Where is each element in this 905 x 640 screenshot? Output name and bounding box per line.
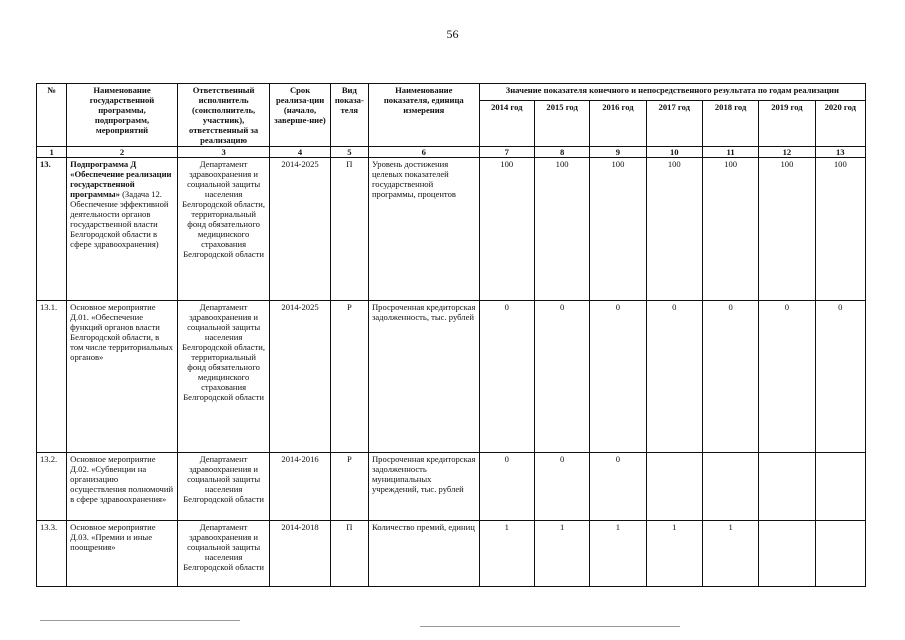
subprogram-title: Подпрограмма Д «Обеспечение реализации государственной программы» <box>70 159 172 199</box>
row-value: 100 <box>759 158 815 301</box>
row-value: 100 <box>590 158 646 301</box>
page-number: 56 <box>446 27 459 41</box>
row-indicator: Уровень достижения целевых показателей государственной программы, процентов <box>368 158 479 301</box>
row-executor: Департамент здравоохранения и социальной защиты населения Белгородской области, территориальный фонд обязательного медицинского страхования Белгородской области <box>177 301 270 453</box>
row-name: Основное мероприятие Д.02. «Субвенции на организацию осуществления полномочий в сфере здравоохранения» <box>67 453 178 521</box>
row-value: 0 <box>590 301 646 453</box>
row-value: 0 <box>479 301 534 453</box>
subprogram-task: (Задача 12. Обеспечение эффективной деятельности органов государственной власти Белгородской области в сфере здравоохранения) <box>70 189 169 249</box>
row-value <box>815 521 865 587</box>
row-executor: Департамент здравоохранения и социальной защиты населения Белгородской области <box>177 521 270 587</box>
row-value: 100 <box>646 158 702 301</box>
row-period: 2014-2025 <box>270 158 330 301</box>
row-indicator: Просроченная кредиторская задолженность, тыс. рублей <box>368 301 479 453</box>
row-value: 0 <box>534 453 589 521</box>
row-value: 0 <box>646 301 702 453</box>
row-value: 1 <box>534 521 589 587</box>
row-value: 100 <box>815 158 865 301</box>
row-value <box>759 521 815 587</box>
column-number: 11 <box>702 147 758 158</box>
header-indicator-name: Наименование показателя, единица измерения <box>368 84 479 147</box>
column-number: 9 <box>590 147 646 158</box>
scan-artifact <box>40 620 240 621</box>
row-type: Р <box>330 301 368 453</box>
row-executor: Департамент здравоохранения и социальной защиты населения Белгородской области <box>177 453 270 521</box>
header-year: 2015 год <box>534 101 589 147</box>
table-row <box>37 301 866 453</box>
row-type: П <box>330 158 368 301</box>
row-value: 1 <box>646 521 702 587</box>
row-value: 0 <box>590 453 646 521</box>
row-value: 0 <box>479 453 534 521</box>
row-period: 2014-2018 <box>270 521 330 587</box>
row-num: 13.2. <box>37 453 67 521</box>
row-name <box>67 158 178 301</box>
table-row <box>37 453 866 521</box>
header-year: 2014 год <box>479 101 534 147</box>
scan-artifact <box>420 626 680 627</box>
row-value <box>815 453 865 521</box>
column-number: 13 <box>815 147 865 158</box>
column-number: 4 <box>270 147 330 158</box>
header-year: 2019 год <box>759 101 815 147</box>
column-number: 3 <box>177 147 270 158</box>
row-value: 100 <box>702 158 758 301</box>
row-value <box>702 453 758 521</box>
row-executor: Департамент здравоохранения и социальной защиты населения Белгородской области, территориальный фонд обязательного медицинского страхования Белгородской области <box>177 158 270 301</box>
row-value: 0 <box>759 301 815 453</box>
header-period: Срок реализа-ции (начало, заверше-ние) <box>270 84 330 147</box>
row-type: П <box>330 521 368 587</box>
header-year: 2020 год <box>815 101 865 147</box>
column-number: 6 <box>368 147 479 158</box>
column-number: 12 <box>759 147 815 158</box>
header-executor: Ответственный исполнитель (соисполнитель, участник), ответственный за реализацию <box>177 84 270 147</box>
row-period: 2014-2016 <box>270 453 330 521</box>
row-value <box>646 453 702 521</box>
row-value: 100 <box>534 158 589 301</box>
row-indicator: Количество премий, единиц <box>368 521 479 587</box>
indicators-table <box>36 83 866 587</box>
column-number: 5 <box>330 147 368 158</box>
row-indicator: Просроченная кредиторская задолженность муниципальных учреждений, тыс. рублей <box>368 453 479 521</box>
header-year: 2016 год <box>590 101 646 147</box>
row-value <box>759 453 815 521</box>
header-year: 2018 год <box>702 101 758 147</box>
column-number: 8 <box>534 147 589 158</box>
column-number: 7 <box>479 147 534 158</box>
row-num: 13.3. <box>37 521 67 587</box>
row-value: 100 <box>479 158 534 301</box>
column-number: 1 <box>37 147 67 158</box>
row-name: Основное мероприятие Д.01. «Обеспечение функций органов власти Белгородской области, в том числе территориальных органов» <box>67 301 178 453</box>
row-num: 13.1. <box>37 301 67 453</box>
column-number: 2 <box>67 147 178 158</box>
table-row <box>37 158 866 301</box>
column-number: 10 <box>646 147 702 158</box>
row-value: 0 <box>534 301 589 453</box>
header-indicator-type: Вид показа-теля <box>330 84 368 147</box>
row-value: 1 <box>590 521 646 587</box>
row-value: 1 <box>702 521 758 587</box>
header-values-group: Значение показателя конечного и непосредственного результата по годам реализации <box>479 84 865 101</box>
row-value: 0 <box>815 301 865 453</box>
column-numbers-row <box>37 147 866 158</box>
table-row <box>37 521 866 587</box>
header-name: Наименование государственной программы, подпрограмм, мероприятий <box>67 84 178 147</box>
header-num: № <box>37 84 67 147</box>
row-name: Основное мероприятие Д.03. «Премии и иные поощрения» <box>67 521 178 587</box>
row-type: Р <box>330 453 368 521</box>
row-period: 2014-2025 <box>270 301 330 453</box>
header-row <box>37 84 866 101</box>
header-year: 2017 год <box>646 101 702 147</box>
row-value: 1 <box>479 521 534 587</box>
row-num: 13. <box>37 158 67 301</box>
row-value: 0 <box>702 301 758 453</box>
